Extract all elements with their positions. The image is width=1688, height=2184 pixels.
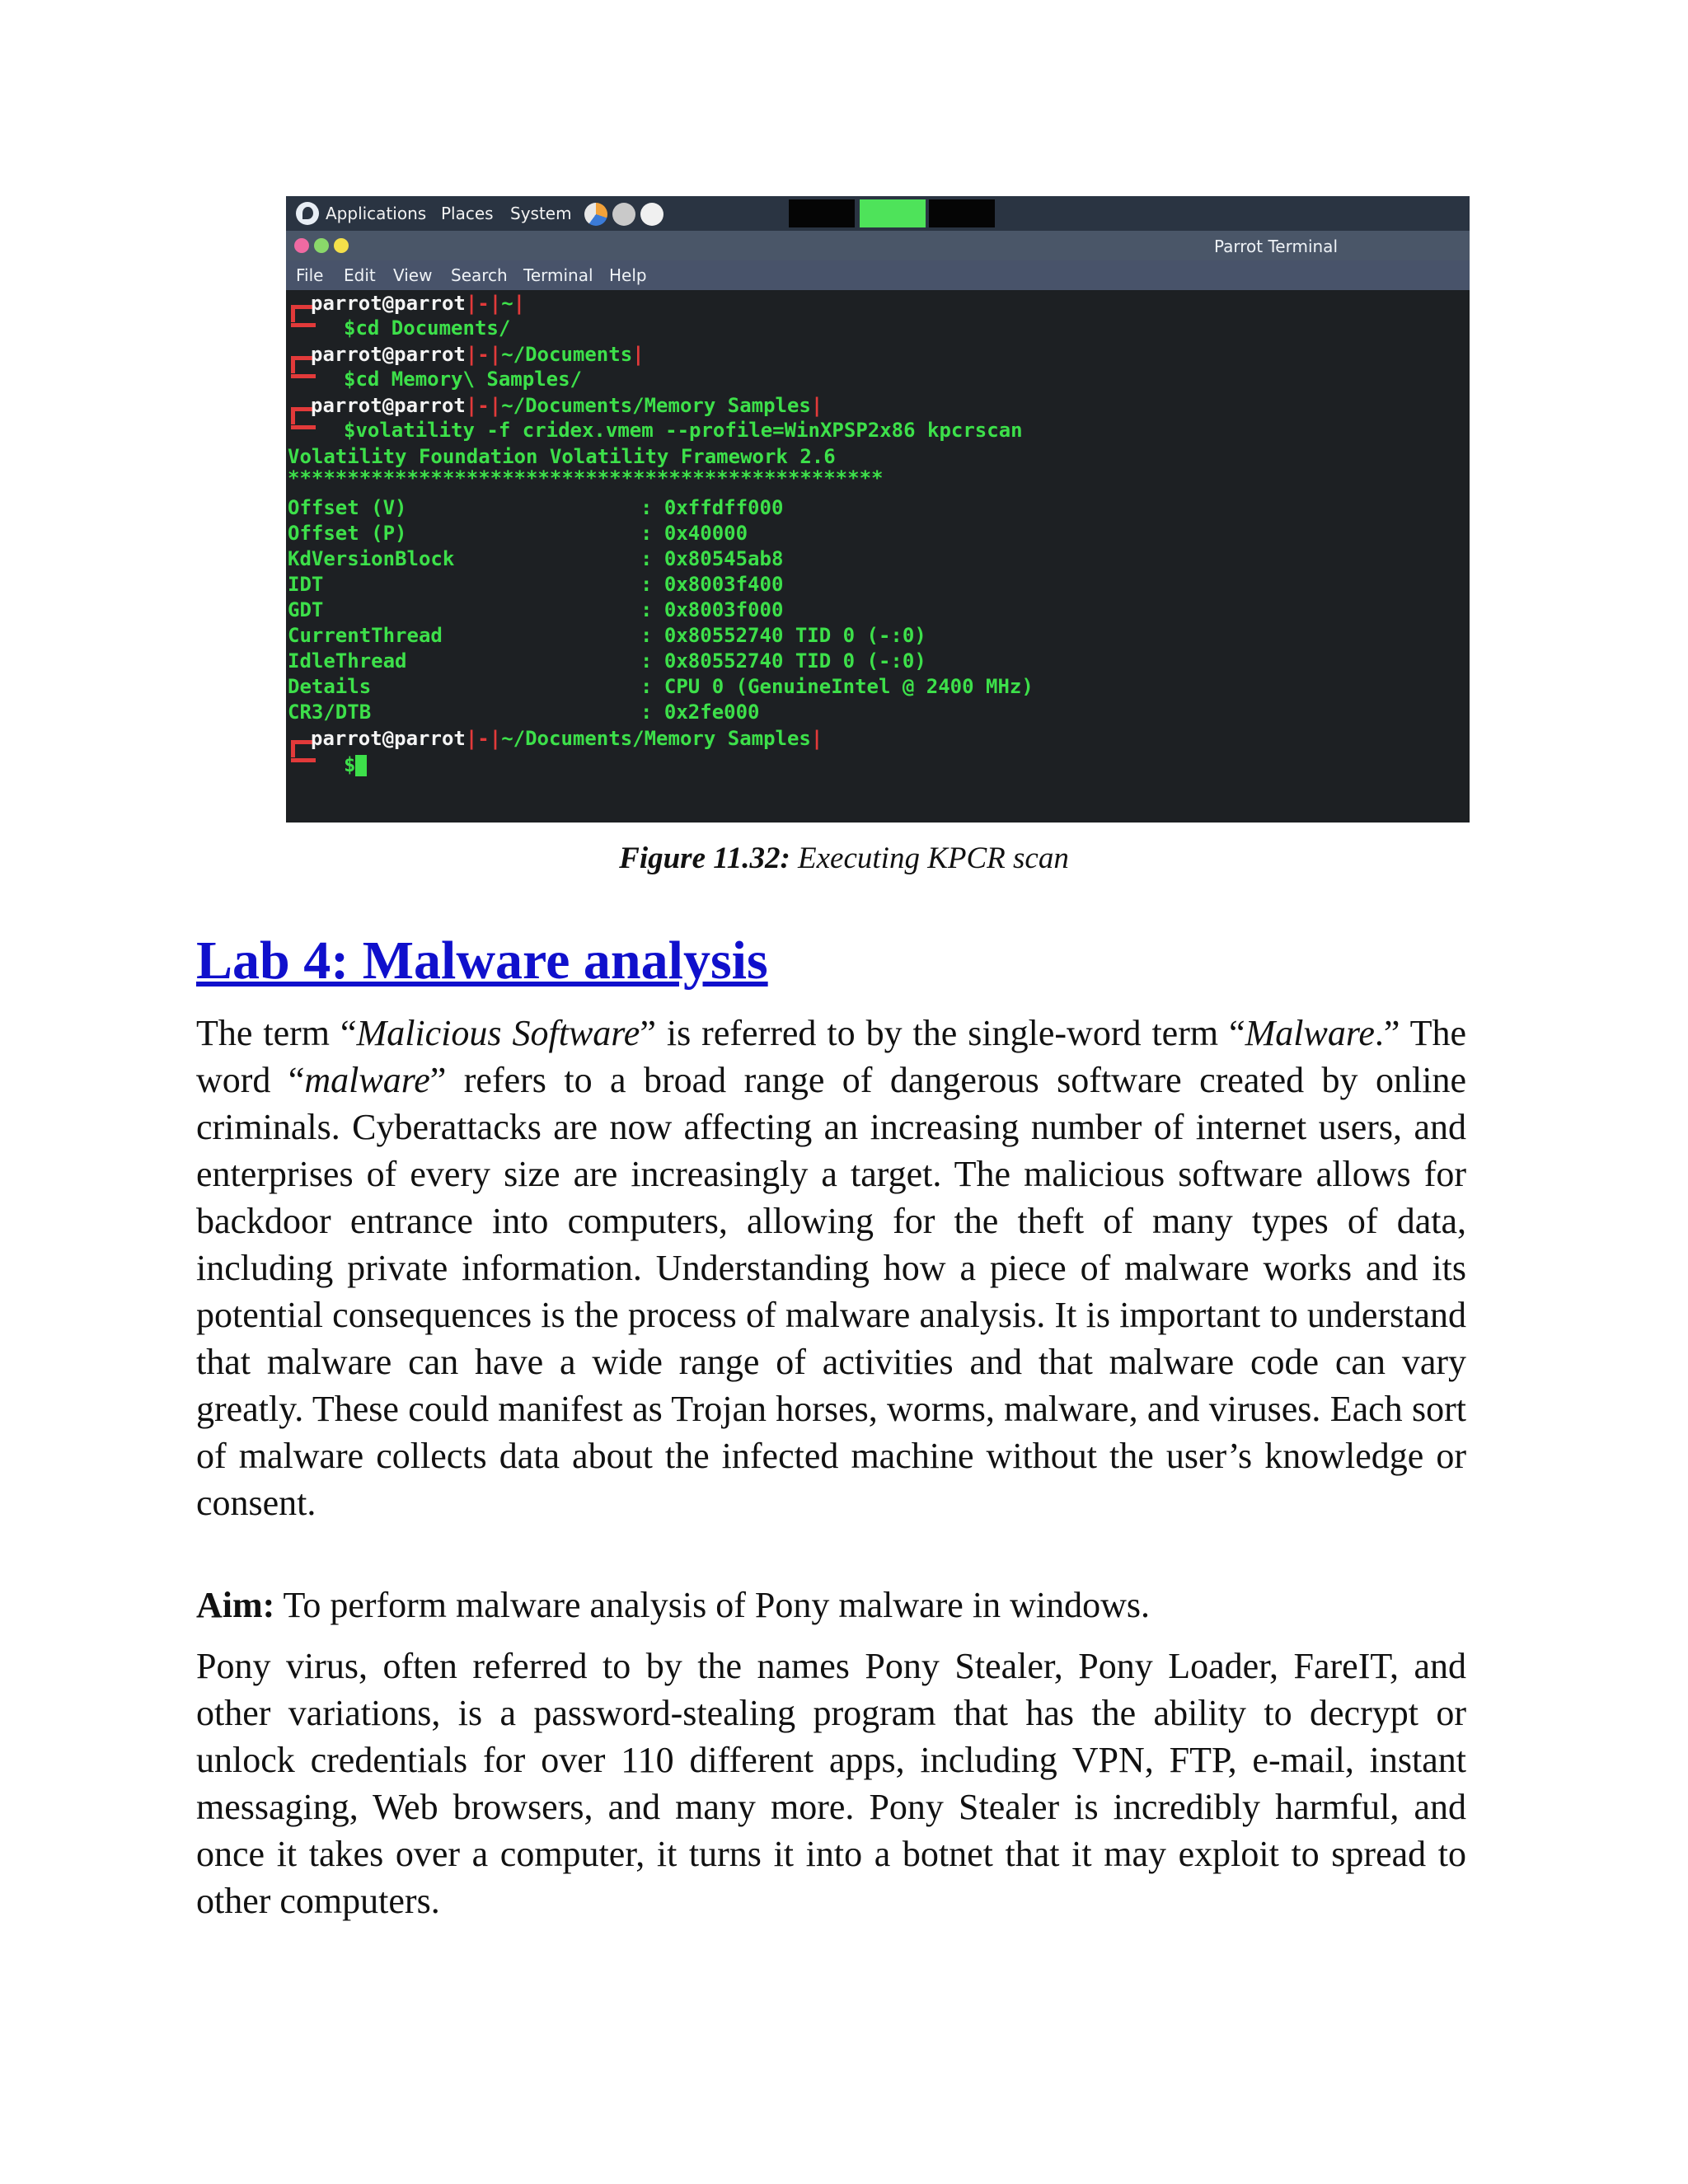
workspace-indicator[interactable]	[789, 199, 855, 227]
prompt-user: parrot@parrot	[311, 292, 466, 315]
prompt-user: parrot@parrot	[311, 394, 466, 417]
prompt-line: parrot@parrot|-|~/Documents|	[311, 343, 645, 366]
panel-places[interactable]: Places	[441, 204, 494, 223]
intro-italic: Malicious Software	[356, 1013, 640, 1053]
intro-text: The term “	[196, 1013, 357, 1053]
firefox-icon[interactable]	[584, 203, 607, 226]
kv-key: CR3/DTB	[288, 701, 372, 724]
prompt-path: ~/Documents/Memory Samples	[501, 394, 811, 417]
kv-key: GDT	[288, 598, 324, 621]
prompt-path: ~	[501, 292, 513, 315]
terminal-menubar	[286, 260, 1470, 290]
prompt-path: ~/Documents/Memory Samples	[501, 727, 811, 750]
output-separator: **************************************************	[288, 466, 884, 490]
kv-value: : 0x80545ab8	[640, 547, 784, 570]
intro-text: ” is referred to by the single-word term “	[640, 1013, 1245, 1053]
terminal-cursor	[355, 755, 367, 776]
kv-value: : 0xffdff000	[640, 496, 784, 519]
menu-help[interactable]: Help	[609, 265, 647, 285]
pony-paragraph: Pony virus, often referred to by the names Pony Stealer, Pony Loader, FareIT, and other variations, is a password-stealing program that has the ability to decrypt or unlock credentials for over 110 different apps, including VPN, FTP, e-mail, instant messaging, Web browsers, and many more. Pony Stealer is incredibly harmful, and once it takes over a computer, it turns it into a botnet that it may exploit to spread to other computers.	[196, 1646, 1466, 1921]
window-title: Parrot Terminal	[1213, 237, 1338, 256]
cursor-line[interactable]	[344, 752, 367, 778]
kv-value: : CPU 0 (GenuineIntel @ 2400 MHz)	[640, 675, 1034, 698]
command-line: $cd Documents/	[344, 316, 511, 340]
panel-applications[interactable]: Applications	[326, 204, 427, 223]
kv-key: CurrentThread	[288, 624, 443, 647]
prompt-line: parrot@parrot|-|~|	[311, 292, 526, 315]
parrot-logo-icon[interactable]	[296, 202, 319, 225]
menu-file[interactable]: File	[296, 265, 324, 285]
intro-italic: malware	[304, 1060, 430, 1100]
kv-key: Offset (V)	[288, 496, 407, 519]
intro-text: .” The word “	[196, 1013, 1466, 1100]
prompt-path: ~/Documents	[501, 343, 633, 366]
shell-prompt-symbol: $	[344, 753, 356, 776]
kv-value: : 0x2fe000	[640, 701, 760, 724]
command-line: $volatility -f cridex.vmem --profile=WinXPSP2x86 kpcrscan	[344, 419, 1023, 442]
app-launcher-icon-2[interactable]	[640, 203, 663, 226]
output-line: Volatility Foundation Volatility Framework 2.6	[288, 445, 836, 468]
aim-paragraph	[196, 1582, 1466, 1629]
kv-value: : 0x8003f400	[640, 573, 784, 596]
kv-value: : 0x40000	[640, 522, 748, 545]
aim-label: Aim:	[196, 1585, 275, 1625]
caption-text: Executing KPCR scan	[790, 841, 1069, 875]
top-panel	[286, 196, 1470, 231]
caption-label: Figure 11.32:	[619, 841, 790, 875]
lab-heading[interactable]: Lab 4: Malware analysis	[196, 930, 768, 991]
menu-terminal[interactable]: Terminal	[523, 265, 593, 285]
kv-key: IdleThread	[288, 649, 407, 673]
minimize-icon[interactable]	[314, 238, 329, 253]
net-monitor-graph	[929, 199, 995, 227]
kv-key: Offset (P)	[288, 522, 407, 545]
panel-system[interactable]: System	[510, 204, 572, 223]
cpu-monitor-graph	[860, 199, 926, 227]
kv-value: : 0x80552740 TID 0 (-:0)	[640, 649, 926, 673]
command-line: $cd Memory\ Samples/	[344, 368, 582, 391]
close-icon[interactable]	[294, 238, 309, 253]
prompt-line: parrot@parrot|-|~/Documents/Memory Samples|	[311, 394, 823, 417]
kv-key: KdVersionBlock	[288, 547, 455, 570]
kv-key: IDT	[288, 573, 324, 596]
intro-text: ” refers to a broad range of dangerous software created by online criminals. Cyberattacks are now affecting an increasing number of internet users, and enterprises of every size are increasingly a target. The malicious software allows for backdoor entrance into computers, allowing for the theft of many types of data, including private information. Understanding how a piece of malware works and its potential consequences is the process of malware analysis. It is important to understand that malware can have a wide range of activities and that malware code can vary greatly. These could manifest as Trojan horses, worms, malware, and viruses. Each sort of malware collects data about the infected machine without the user’s knowledge or consent.	[196, 1060, 1466, 1523]
menu-view[interactable]: View	[393, 265, 433, 285]
aim-text: To perform malware analysis of Pony malware in windows.	[274, 1585, 1150, 1625]
intro-italic: Malware	[1245, 1013, 1375, 1053]
prompt-line: parrot@parrot|-|~/Documents/Memory Samples|	[311, 727, 823, 750]
terminal-screenshot	[286, 196, 1470, 823]
menu-search[interactable]: Search	[451, 265, 508, 285]
prompt-user: parrot@parrot	[311, 343, 466, 366]
menu-edit[interactable]: Edit	[344, 265, 376, 285]
terminal-output[interactable]	[286, 290, 1470, 823]
app-launcher-icon[interactable]	[612, 203, 635, 226]
intro-paragraph	[196, 1010, 1466, 1526]
kv-key: Details	[288, 675, 372, 698]
maximize-icon[interactable]	[334, 238, 349, 253]
prompt-user: parrot@parrot	[311, 727, 466, 750]
kv-value: : 0x80552740 TID 0 (-:0)	[640, 624, 926, 647]
window-titlebar	[286, 231, 1470, 260]
figure-caption	[0, 841, 1688, 876]
kv-value: : 0x8003f000	[640, 598, 784, 621]
